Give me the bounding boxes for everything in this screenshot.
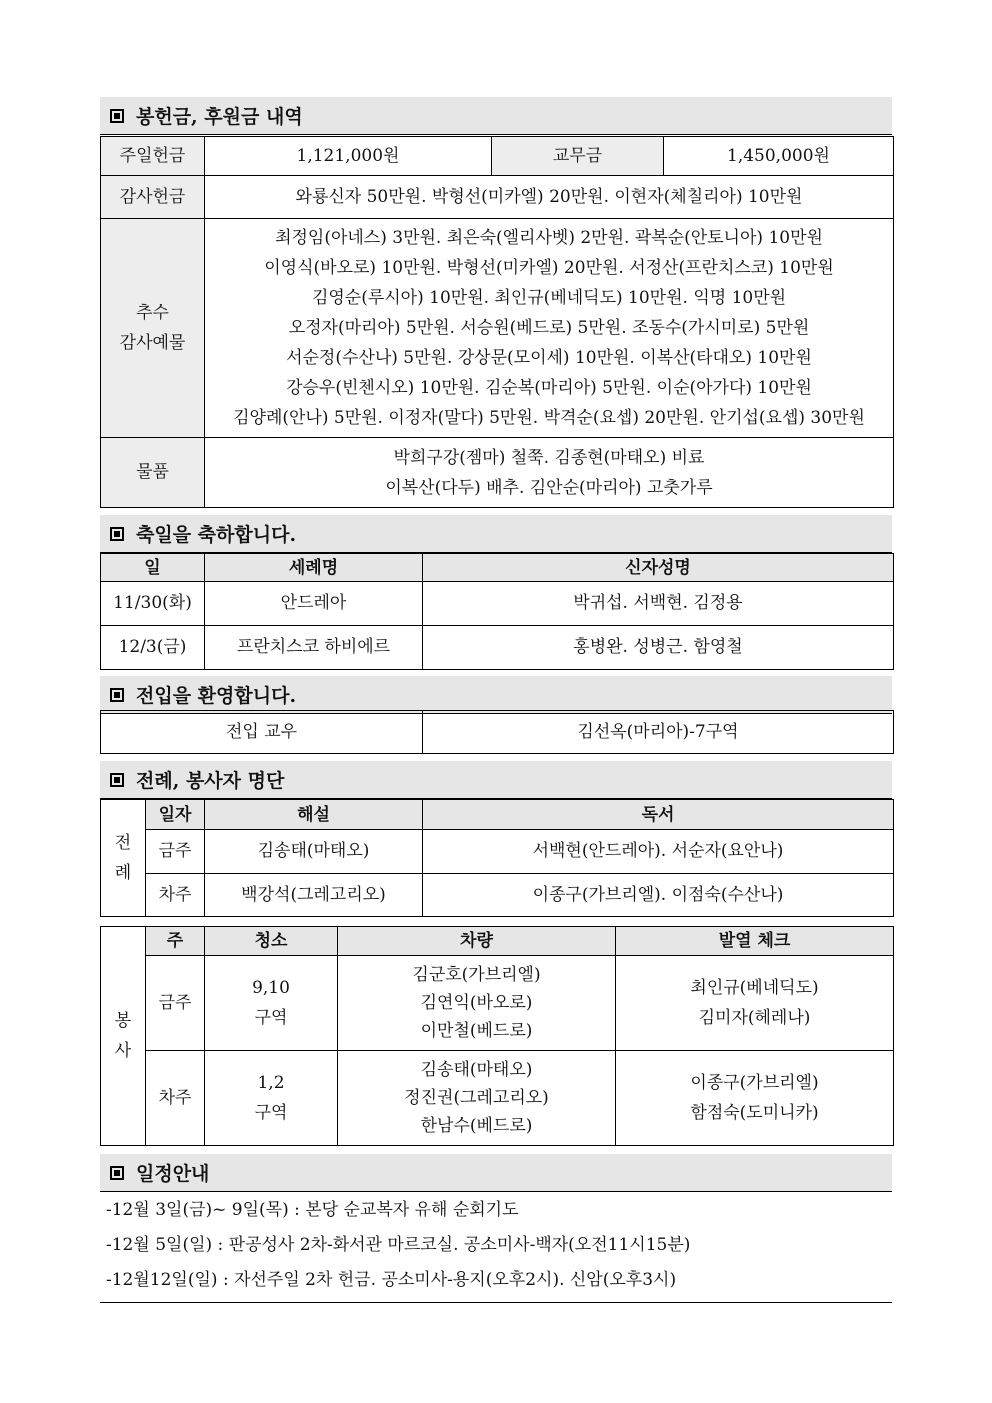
harvest-label-line-2: 감사예물 <box>119 333 186 353</box>
square-bullet-icon <box>110 109 124 123</box>
edu-fee-label: 교무금 <box>492 137 664 176</box>
goods-label: 물품 <box>101 438 205 508</box>
list-item: 최정임(아네스) 3만원. 최은숙(엘리사벳) 2만원. 곽복순(안토니아) 10만원 <box>275 228 823 248</box>
list-item: 김양례(안나) 5만원. 이정자(말다) 5만원. 박격순(요셉) 20만원. 안기섭(요셉) 30만원 <box>233 408 865 428</box>
service-header-week: 주 <box>146 927 205 956</box>
liturgy-header-reading: 독서 <box>423 800 894 830</box>
service-vehicle <box>338 956 616 1051</box>
harvest-offering-list <box>205 219 894 438</box>
schedule-item: -12월 5일(일) : 판공성사 2차-화서관 마르코실. 공소미사-백자(오전11시15분) <box>106 1235 691 1255</box>
feast-baptismal-name: 프란치스코 하비에르 <box>205 626 423 670</box>
list-item: 이종구(가브리엘) <box>690 1073 819 1093</box>
list-item: 오정자(마리아) 5만원. 서승원(베드로) 5만원. 조동수(가시미로) 5만원 <box>288 318 810 338</box>
harvest-offering-label <box>101 219 205 438</box>
edu-fee-value: 1,450,000원 <box>664 137 894 176</box>
list-item: 이영식(바오로) 10만원. 박형선(미카엘) 20만원. 서정산(프란치스코) 10만원 <box>264 258 834 278</box>
feast-header-baptismal-name: 세례명 <box>205 554 423 582</box>
liturgy-commentary: 백강석(그레고리오) <box>205 874 423 917</box>
schedule-section-header <box>100 1154 892 1192</box>
service-header-vehicle: 차량 <box>338 927 616 956</box>
list-item: 박희구강(젬마) 철쭉. 김종현(마태오) 비료 <box>393 447 705 468</box>
liturgy-title: 전례, 봉사자 명단 <box>136 770 285 792</box>
liturgy-reading: 서백현(안드레아). 서순자(요안나) <box>423 830 894 874</box>
liturgy-reading: 이종구(가브리엘). 이점숙(수산나) <box>423 874 894 917</box>
liturgy-side-char-1: 전 <box>114 833 132 853</box>
service-table <box>100 926 894 1146</box>
schedule-title: 일정안내 <box>136 1163 210 1185</box>
feast-table <box>100 553 894 670</box>
welcome-value: 김선옥(마리아)-7구역 <box>423 711 894 754</box>
liturgy-table <box>100 799 894 917</box>
service-side-label <box>101 927 146 1146</box>
liturgy-side-label <box>101 800 146 917</box>
thanks-offering-label: 감사헌금 <box>101 176 205 219</box>
feast-members: 박귀섭. 서백현. 김정용 <box>423 582 894 626</box>
thanks-offering-value: 와룡신자 50만원. 박형선(미카엘) 20만원. 이현자(체칠리아) 10만원 <box>205 176 894 219</box>
table-row <box>101 874 894 917</box>
schedule-list <box>100 1193 892 1303</box>
cleaning-zone-label: 구역 <box>254 1008 288 1028</box>
service-side-char-2: 사 <box>114 1041 132 1061</box>
cleaning-zones: 9,10 <box>252 978 290 998</box>
liturgy-commentary: 김송태(마태오) <box>205 830 423 874</box>
service-week: 차주 <box>146 1051 205 1146</box>
feast-section-header <box>100 515 892 553</box>
liturgy-header-date: 일자 <box>146 800 205 830</box>
feast-members: 홍병완. 성병근. 함영철 <box>423 626 894 670</box>
feast-day: 12/3(금) <box>101 626 205 670</box>
liturgy-side-char-2: 례 <box>114 863 132 883</box>
sunday-offering-value: 1,121,000원 <box>205 137 492 176</box>
square-bullet-icon <box>110 688 124 702</box>
table-row <box>101 582 894 626</box>
square-bullet-icon <box>110 773 124 787</box>
offering-title: 봉헌금, 후원금 내역 <box>136 106 303 128</box>
table-row <box>101 1051 894 1146</box>
table-row <box>101 626 894 670</box>
liturgy-week: 금주 <box>146 830 205 874</box>
list-item: 김송태(마태오) <box>420 1060 533 1080</box>
cleaning-zone-label: 구역 <box>254 1103 288 1123</box>
service-fever-check <box>616 956 894 1051</box>
list-item: 최인규(베네딕도) <box>690 978 819 998</box>
list-item: 이만철(베드로) <box>420 1021 533 1041</box>
service-vehicle <box>338 1051 616 1146</box>
list-item: 강승우(빈첸시오) 10만원. 김순복(마리아) 5만원. 이순(아가다) 10만원 <box>286 378 812 398</box>
harvest-label-line-1: 추수 <box>136 303 169 323</box>
service-cleaning <box>205 956 338 1051</box>
list-item: 김연익(바오로) <box>420 993 533 1013</box>
table-row <box>101 956 894 1051</box>
service-week: 금주 <box>146 956 205 1051</box>
welcome-title: 전입을 환영합니다. <box>136 685 297 707</box>
schedule-item: -12월12일(일) : 자선주일 2차 헌금. 공소미사-용지(오후2시). 신암(오후3시) <box>106 1270 677 1290</box>
square-bullet-icon <box>110 527 124 541</box>
welcome-table <box>100 710 894 754</box>
square-bullet-icon <box>110 1166 124 1180</box>
list-item: 정진권(그레고리오) <box>404 1088 549 1108</box>
feast-title: 축일을 축하합니다. <box>136 524 297 546</box>
list-item: 함점숙(도미니카) <box>690 1103 819 1123</box>
list-item: 김군호(가브리엘) <box>412 965 541 985</box>
table-row <box>101 830 894 874</box>
feast-day: 11/30(화) <box>101 582 205 626</box>
offering-table <box>100 136 894 508</box>
welcome-section-header <box>100 676 892 714</box>
service-header-cleaning: 청소 <box>205 927 338 956</box>
service-fever-check <box>616 1051 894 1146</box>
liturgy-header-commentary: 해설 <box>205 800 423 830</box>
list-item: 서순정(수산나) 5만원. 강상문(모이세) 10만원. 이복산(타대오) 10만원 <box>286 348 812 368</box>
welcome-label: 전입 교우 <box>101 711 423 754</box>
feast-header-day: 일 <box>101 554 205 582</box>
liturgy-week: 차주 <box>146 874 205 917</box>
feast-header-member-names: 신자성명 <box>423 554 894 582</box>
liturgy-section-header <box>100 761 892 799</box>
list-item: 김미자(헤레나) <box>698 1008 811 1028</box>
offering-section-header <box>100 97 892 135</box>
goods-list <box>205 438 894 508</box>
service-side-char-1: 봉 <box>114 1011 132 1031</box>
sunday-offering-label: 주일헌금 <box>101 137 205 176</box>
service-header-fever-check: 발열 체크 <box>616 927 894 956</box>
service-cleaning <box>205 1051 338 1146</box>
list-item: 이복산(다두) 배추. 김안순(마리아) 고춧가루 <box>385 477 713 498</box>
schedule-item: -12월 3일(금)~ 9일(목) : 본당 순교복자 유해 순회기도 <box>106 1200 519 1220</box>
cleaning-zones: 1,2 <box>257 1073 285 1093</box>
list-item: 김영순(루시아) 10만원. 최인규(베네딕도) 10만원. 익명 10만원 <box>311 288 787 308</box>
list-item: 한남수(베드로) <box>420 1116 533 1136</box>
feast-baptismal-name: 안드레아 <box>205 582 423 626</box>
